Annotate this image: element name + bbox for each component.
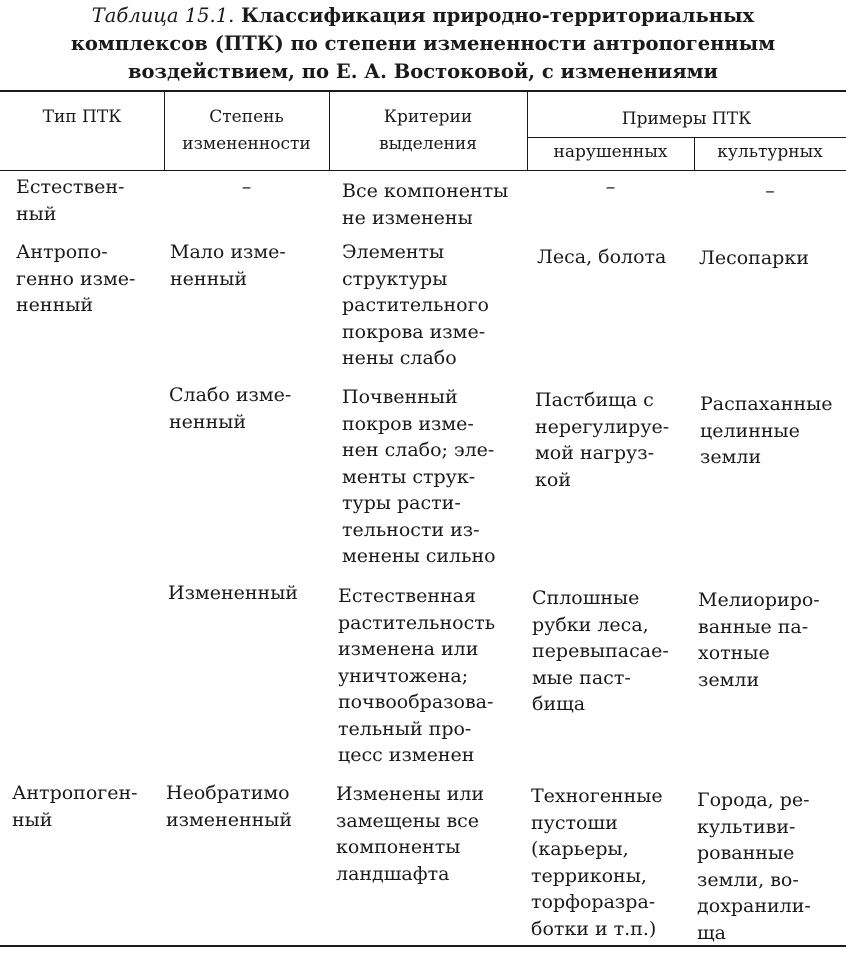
row-irreversible-criteria: Изменены или замещены все компоненты ландшафта — [336, 783, 485, 885]
table-caption — [0, 2, 846, 86]
row-irreversible-degree: Необратимо измененный — [166, 782, 293, 831]
row-weak-cultural: Распаханные целинные земли — [700, 393, 833, 468]
row-irreversible-cultural: Города, ре- культиви- рованные земли, во- дохранили- ща — [697, 789, 811, 944]
header-criteria: Критерии выделения — [379, 107, 477, 154]
examples-subheader-rule — [527, 137, 846, 138]
header-type: Тип ПТК — [42, 107, 122, 127]
row-natural-criteria: Все компоненты не изменены — [342, 180, 509, 229]
header-cultural: культурных — [717, 142, 823, 162]
caption-line-2: комплексов (ПТК) по степени измененности антропогенным — [70, 32, 776, 55]
table-number: Таблица 15.1. — [91, 4, 235, 27]
row-natural-disturbed: – — [605, 176, 616, 198]
row-slight-disturbed: Леса, болота — [537, 246, 667, 268]
row-changed-cultural: Мелиориро- ванные па- хотные земли — [698, 589, 820, 691]
caption-line-1: Классификация природно-территориальных — [241, 4, 755, 27]
row-natural-degree: – — [241, 176, 252, 198]
row-anthropogenic-type: Антропоген- ный — [12, 782, 138, 831]
row-changed-criteria: Естественная растительность изменена или уничтожена; почвообразова- тельный про- цесс изменен — [338, 585, 496, 766]
row-slight-criteria: Элементы структуры растительного покрова изме- нены слабо — [342, 241, 489, 369]
row-irreversible-disturbed: Техногенные пустоши (карьеры, терриконы, торфоразра- ботки и т.п.) — [531, 785, 663, 940]
table-top-rule — [0, 90, 846, 92]
row-natural-cultural: – — [765, 180, 775, 202]
row-weak-criteria: Почвенный покров изме- нен слабо; эле- менты струк- туры расти- тельности из- менены сильно — [342, 386, 496, 567]
row-weak-disturbed: Пастбища с нерегулируе- мой нагруз- кой — [535, 389, 670, 491]
row-slight-degree: Мало изме- ненный — [170, 241, 286, 290]
row-natural-type: Естествен- ный — [16, 176, 125, 225]
row-changed-degree: Измененный — [168, 582, 298, 604]
row-changed-disturbed: Сплошные рубки леса, перевыпасае- мые паст- бища — [532, 587, 669, 715]
header-examples: Примеры ПТК — [621, 109, 752, 129]
row-changed-type: Антропо- генно изме- ненный — [16, 241, 136, 316]
row-slight-cultural: Лесопарки — [699, 247, 809, 269]
header-disturbed: нарушенных — [553, 142, 668, 162]
header-degree: Степень измененности — [182, 107, 311, 154]
header-bottom-rule — [0, 170, 846, 171]
caption-line-3: воздействием, по Е. А. Востоковой, с изменениями — [128, 60, 718, 83]
row-weak-degree: Слабо изме- ненный — [169, 384, 292, 433]
